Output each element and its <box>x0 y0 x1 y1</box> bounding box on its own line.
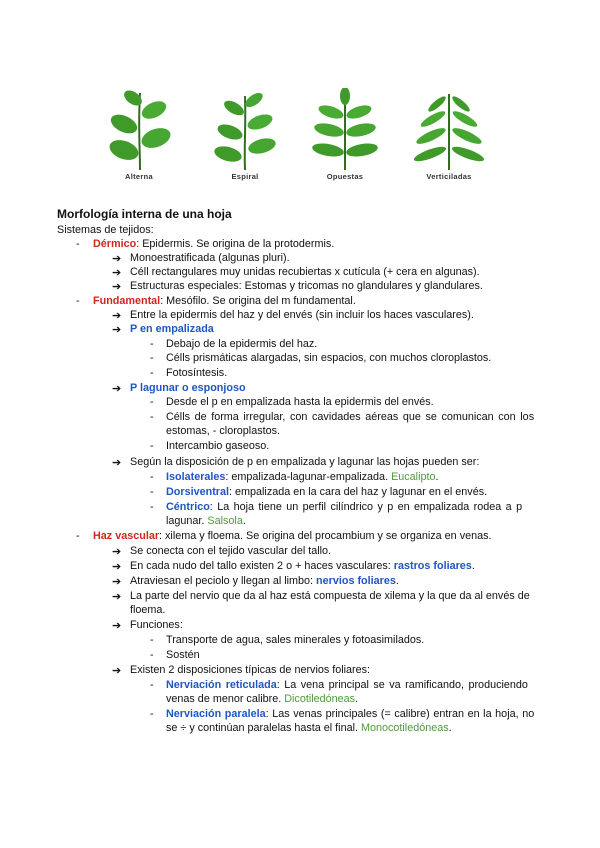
centrico-end: . <box>242 515 246 527</box>
arrow-bullet-icon: ➔ <box>112 457 122 469</box>
isolaterales-term: Isolaterales <box>166 471 226 483</box>
rastros-end: . <box>471 560 475 572</box>
dash-bullet: - <box>150 679 154 691</box>
dash-bullet: - <box>150 649 154 661</box>
vascular-item-rastros <box>130 560 475 573</box>
empalizada-sub: Célls prismáticas alargadas, sin espacios, con muchos cloroplastos. <box>166 352 492 364</box>
dash-bullet: - <box>76 295 80 307</box>
dermico-item: Céll rectangulares muy unidas recubiertas x cutícula (+ cera en algunas). <box>130 266 480 278</box>
rastros-text: En cada nudo del tallo existen 2 o + haces vasculares: <box>130 560 394 572</box>
disposiciones-item: Existen 2 disposiciones típicas de nervios foliares: <box>130 664 371 676</box>
paralela-line2: se ÷ y continúan paralelas hasta el final. <box>166 722 361 734</box>
reticulada-description: : La vena principal se va ramificando, produciendo <box>276 679 528 691</box>
arrow-bullet-icon: ➔ <box>112 253 122 265</box>
dash-bullet: - <box>150 440 154 452</box>
paralela-term: Nerviación paralela <box>166 708 266 720</box>
arrow-bullet-icon: ➔ <box>112 267 122 279</box>
fundamental-heading <box>93 295 356 308</box>
dash-bullet: - <box>150 367 154 379</box>
isolaterales-description: : empalizada-lagunar-empalizada. <box>225 471 392 483</box>
vascular-item-nervios <box>130 575 399 588</box>
funcion-sub: Transporte de agua, sales minerales y fotoasimilados. <box>166 634 425 646</box>
paralela-example: Monocotiledóneas <box>361 722 449 734</box>
reticulada-end: . <box>355 693 359 705</box>
vascular-term: Haz vascular <box>93 530 160 542</box>
vascular-heading <box>93 530 492 543</box>
arrow-bullet-icon: ➔ <box>112 561 122 573</box>
whorled-plant-illustration <box>410 88 488 170</box>
nervios-end: . <box>395 575 399 587</box>
opposite-plant-illustration <box>306 88 384 170</box>
intro-text: Sistemas de tejidos: <box>57 224 154 236</box>
isolaterales-example: Eucalipto <box>391 471 436 483</box>
dorsiventral-description: : empalizada en la cara del haz y lagunar en el envés. <box>229 486 488 498</box>
funciones-item: Funciones: <box>130 619 183 631</box>
plant-label-espiral: Espiral <box>231 172 259 181</box>
fundamental-term: Fundamental <box>93 295 161 307</box>
vascular-description: : xilema y floema. Se origina del procambium y se organiza en venas. <box>159 530 492 542</box>
centrico-continuation <box>166 515 246 528</box>
isolaterales-end: . <box>435 471 439 483</box>
dash-bullet: - <box>76 238 80 250</box>
dash-bullet: - <box>150 352 154 364</box>
centrico-description: : La hoja tiene un perfil cilíndrico y p en empalizada rodea a p <box>209 501 523 513</box>
centrico-line2: lagunar. <box>166 515 208 527</box>
centrico-term: Céntrico <box>166 501 210 513</box>
fundamental-description: : Mesófilo. Se origina del m fundamental. <box>160 295 356 307</box>
dermico-term: Dérmico <box>93 238 137 250</box>
arrow-bullet-icon: ➔ <box>112 620 122 632</box>
section-title: Morfología interna de una hoja <box>57 207 232 221</box>
dash-bullet: - <box>150 708 154 720</box>
dash-bullet: - <box>150 501 154 513</box>
lagunar-sub: Intercambio gaseoso. <box>166 440 270 452</box>
paralela-continuation <box>166 722 452 735</box>
dermico-item: Estructuras especiales: Estomas y tricomas no glandulares y glandulares. <box>130 280 483 292</box>
arrow-bullet-icon: ➔ <box>112 591 122 603</box>
lagunar-sub: Célls de forma irregular, con cavidades aéreas que se comunican con los <box>166 411 535 423</box>
leaf-arrangement-figure <box>100 88 500 188</box>
dash-bullet: - <box>150 396 154 408</box>
empalizada-term: P en empalizada <box>130 323 214 335</box>
arrow-bullet-icon: ➔ <box>112 281 122 293</box>
plant-label-alterna: Alterna <box>125 172 153 181</box>
arrow-bullet-icon: ➔ <box>112 665 122 677</box>
rastros-term: rastros foliares <box>393 560 472 572</box>
fundamental-item: Entre la epidermis del haz y del envés (sin incluir los haces vasculares). <box>130 309 474 321</box>
paralela-end: . <box>448 722 452 734</box>
lagunar-term: P lagunar o esponjoso <box>130 382 246 394</box>
dash-bullet: - <box>150 471 154 483</box>
reticulada-term: Nerviación reticulada <box>166 679 277 691</box>
paralela-description: : Las venas principales (= calibre) entran en la hoja, no <box>265 708 535 720</box>
plant-label-verticiladas: Verticiladas <box>426 172 472 181</box>
arrow-bullet-icon: ➔ <box>112 546 122 558</box>
arrow-bullet-icon: ➔ <box>112 324 122 336</box>
vascular-item-continuation: floema. <box>130 604 166 616</box>
lagunar-sub-continuation: estomas, - cloroplastos. <box>166 425 281 437</box>
dorsiventral-term: Dorsiventral <box>166 486 230 498</box>
empalizada-sub: Debajo de la epidermis del haz. <box>166 338 318 350</box>
funcion-sub: Sostén <box>166 649 200 661</box>
spiral-plant-illustration <box>206 88 284 170</box>
vascular-item: La parte del nervio que da al haz está compuesta de xilema y la que da al envés de <box>130 590 530 602</box>
centrico-line <box>166 501 522 514</box>
dash-bullet: - <box>150 338 154 350</box>
disposicion-item: Según la disposición de p en empalizada y lagunar las hojas pueden ser: <box>130 456 480 468</box>
dash-bullet: - <box>76 530 80 542</box>
dash-bullet: - <box>150 411 154 423</box>
dermico-description: : Epidermis. Se origina de la protodermis. <box>136 238 335 250</box>
dorsiventral-line <box>166 486 487 499</box>
centrico-example: Salsola <box>207 515 243 527</box>
nervios-text: Atraviesan el peciolo y llegan al limbo: <box>130 575 317 587</box>
arrow-bullet-icon: ➔ <box>112 383 122 395</box>
empalizada-sub: Fotosíntesis. <box>166 367 228 379</box>
reticulada-line2: venas de menor calibre. <box>166 693 285 705</box>
dash-bullet: - <box>150 486 154 498</box>
reticulada-line <box>166 679 528 692</box>
dermico-heading <box>93 238 334 251</box>
isolaterales-line <box>166 471 439 484</box>
lagunar-sub: Desde el p en empalizada hasta la epidermis del envés. <box>166 396 434 408</box>
reticulada-example: Dicotiledóneas <box>284 693 356 705</box>
nervios-term: nervios foliares <box>316 575 396 587</box>
dermico-item: Monoestratificada (algunas pluri). <box>130 252 290 264</box>
arrow-bullet-icon: ➔ <box>112 576 122 588</box>
reticulada-continuation <box>166 693 358 706</box>
arrow-bullet-icon: ➔ <box>112 310 122 322</box>
paralela-line <box>166 708 534 721</box>
alternate-plant-illustration <box>100 88 178 170</box>
vascular-item: Se conecta con el tejido vascular del tallo. <box>130 545 332 557</box>
plant-label-opuestas: Opuestas <box>326 172 364 181</box>
dash-bullet: - <box>150 634 154 646</box>
